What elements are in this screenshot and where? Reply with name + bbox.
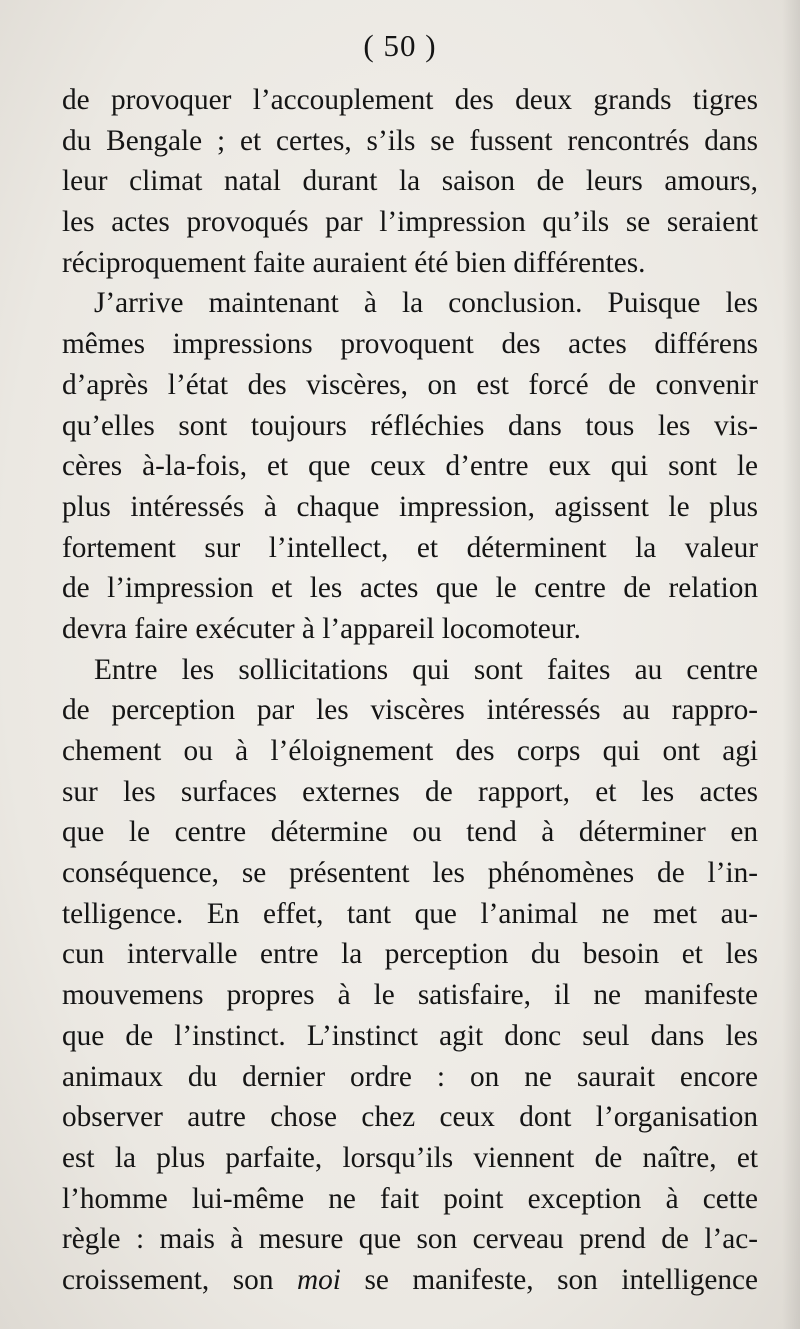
italic-word: moi <box>297 1263 341 1296</box>
text-line-with-italic: croissement, son moi se manifeste, son intelligence <box>62 1263 758 1296</box>
page-edge-shadow <box>782 0 800 1329</box>
text-line: animaux du dernier ordre : on ne saurait encore <box>62 1060 758 1093</box>
text-line: d’après l’état des viscères, on est forcé de convenir <box>62 368 758 401</box>
text-line: leur climat natal durant la saison de leurs amours, <box>62 165 758 198</box>
paragraph-2 <box>62 283 758 649</box>
text-line: telligence. En effet, tant que l’animal ne met au- <box>62 897 758 930</box>
text-line: que le centre détermine ou tend à déterminer en <box>62 816 758 849</box>
text-line: plus intéressés à chaque impression, agissent le plus <box>62 490 758 523</box>
text-line: est la plus parfaite, lorsqu’ils viennent de naître, et <box>62 1141 758 1174</box>
text-line: que de l’instinct. L’instinct agit donc seul dans les <box>62 1019 758 1052</box>
text-line: J’arrive maintenant à la conclusion. Puisque les <box>94 287 758 320</box>
text-line: sur les surfaces externes de rapport, et les actes <box>62 775 758 808</box>
text-line: conséquence, se présentent les phénomènes de l’in- <box>62 857 758 890</box>
page-number: ( 50 ) <box>363 28 437 63</box>
text-line: cun intervalle entre la perception du besoin et les <box>62 938 758 971</box>
paragraph-3 <box>62 650 758 1301</box>
body-text <box>62 80 758 1301</box>
text-line: chement ou à l’éloignement des corps qui ont agi <box>62 735 758 767</box>
text-line: mêmes impressions provoquent des actes différens <box>62 328 758 361</box>
text-line: l’homme lui-même ne fait point exception à cette <box>62 1182 758 1215</box>
text-line: du Bengale ; et certes, s’ils se fussent rencontrés dans <box>62 124 758 157</box>
text-line: devra faire exécuter à l’appareil locomoteur. <box>62 612 581 645</box>
text-line: fortement sur l’intellect, et déterminent la valeur <box>62 531 758 564</box>
text-line: de perception par les viscères intéressés au rappro- <box>62 694 758 727</box>
text-line: de l’impression et les actes que le centre de relation <box>62 572 758 605</box>
text-line: de provoquer l’accouplement des deux grands tigres <box>62 84 758 116</box>
text-line: cères à-la-fois, et que ceux d’entre eux qui sont le <box>62 450 758 483</box>
text-line: réciproquement faite auraient été bien différentes. <box>62 246 646 279</box>
text-line: observer autre chose chez ceux dont l’organisation <box>62 1101 758 1134</box>
paragraph-1 <box>62 80 758 283</box>
text-line: Entre les sollicitations qui sont faites au centre <box>94 653 758 686</box>
text-line: les actes provoqués par l’impression qu’ils se seraient <box>62 206 758 239</box>
text-line: règle : mais à mesure que son cerveau prend de l’ac- <box>62 1223 758 1256</box>
text-line: mouvemens propres à le satisfaire, il ne manifeste <box>62 979 758 1012</box>
text-line: qu’elles sont toujours réfléchies dans tous les vis- <box>62 409 758 442</box>
